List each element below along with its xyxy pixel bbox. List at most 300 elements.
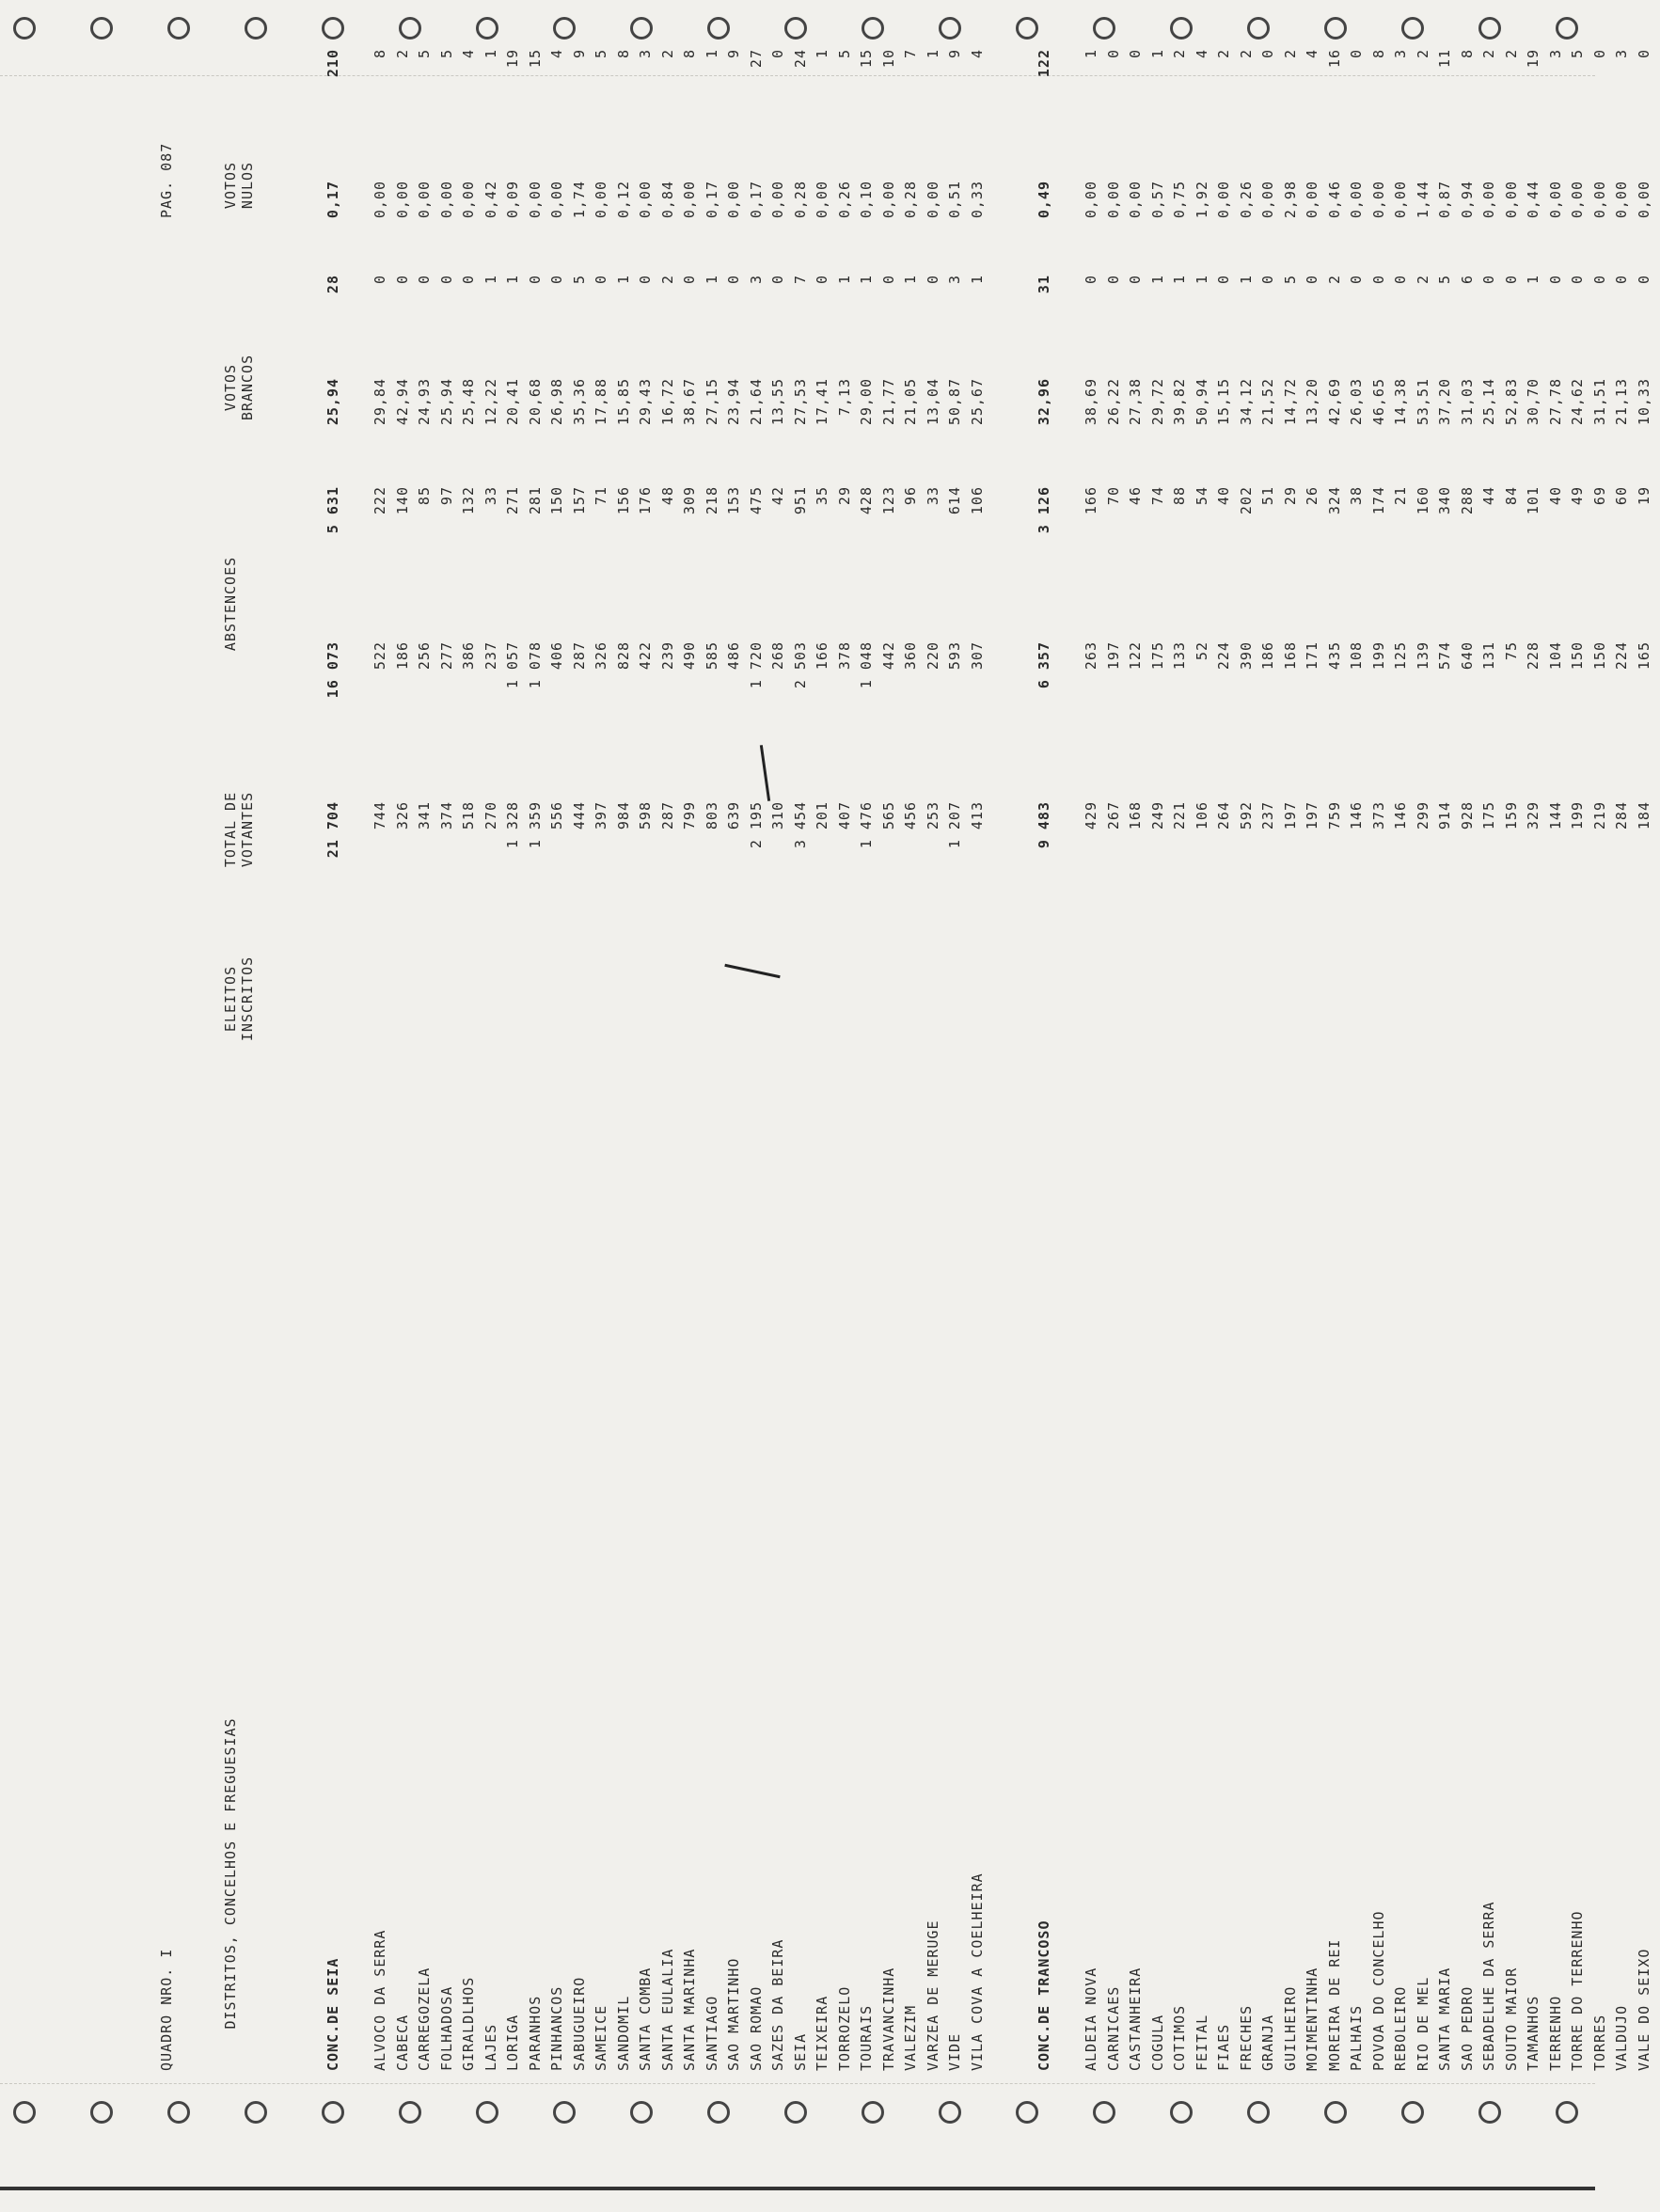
cell-value: 97 [437, 486, 455, 506]
cell-value: 0,57 [1148, 181, 1166, 219]
cell-value: 0,12 [614, 181, 632, 219]
cell-value: 310 [769, 801, 786, 830]
cell-value: 8 [372, 49, 388, 59]
cell-value: 267 [1104, 801, 1122, 830]
cell-value: 1 [482, 49, 499, 59]
cell-value [548, 0, 565, 35]
table-row [1613, 2, 1637, 2071]
cell-value: 9 483 [1036, 801, 1052, 849]
cell-value [769, 0, 786, 35]
cell-value: 0,00 [769, 181, 786, 219]
cell-value: 222 [372, 486, 388, 515]
cell-value: 1 [1148, 49, 1166, 59]
cell-value: 0 [372, 275, 388, 285]
table-row [1480, 2, 1505, 2071]
freguesia-name: VALDUJO [1613, 2004, 1630, 2071]
cell-value: 0,00 [1480, 181, 1497, 219]
cell-value: 74 [1148, 486, 1166, 506]
cell-value [748, 0, 765, 35]
cell-value: 1 [504, 275, 521, 285]
table-row [681, 2, 705, 2071]
freguesia-name: SAO MARTINHO [725, 1957, 742, 2071]
freguesia-name: TERRENHO [1546, 1995, 1564, 2071]
cell-value: 15,15 [1215, 378, 1232, 426]
cell-value [504, 0, 521, 35]
cell-value: 406 [548, 641, 565, 671]
cell-value [1326, 0, 1343, 35]
col-header-distritos: DISTRITOS, CONCELHOS E FREGUESIAS [222, 1717, 239, 2030]
freguesia-name: TORROZELO [835, 1985, 853, 2071]
cell-value: 0 [1259, 49, 1276, 59]
cell-value: 25,94 [324, 378, 341, 426]
cell-value [858, 0, 875, 35]
cell-value: 24,93 [416, 378, 433, 426]
cell-value: 0 [681, 275, 698, 285]
cell-value: 1 [1083, 49, 1099, 59]
cell-value: 26,22 [1104, 378, 1122, 426]
cell-value: 25,48 [460, 378, 477, 426]
cell-value: 1 [482, 275, 499, 285]
cell-value: 640 [1458, 641, 1476, 671]
cell-value [902, 0, 919, 35]
cell-value: 0 [548, 275, 565, 285]
cell-value: 0,00 [681, 181, 698, 219]
cell-value: 29,84 [372, 378, 388, 426]
cell-value: 0,17 [747, 181, 765, 219]
cell-value: 15,85 [614, 378, 632, 426]
cell-value: 0,00 [1259, 181, 1276, 219]
table-row [1547, 2, 1572, 2071]
cell-value: 0,00 [1369, 181, 1387, 219]
cell-value [814, 0, 830, 35]
cell-value: 287 [570, 641, 588, 671]
cell-value: 0 [1083, 275, 1099, 285]
freguesia-name: CARNICAES [1104, 1985, 1122, 2071]
cell-value: 0 [437, 275, 455, 285]
cell-value: 556 [548, 801, 565, 830]
freguesia-name: COTIMOS [1171, 2004, 1188, 2071]
cell-value: 125 [1392, 641, 1409, 671]
cell-value: 31 [1036, 275, 1052, 294]
table-row [1282, 2, 1306, 2071]
freguesia-name: PALHAIS [1348, 2004, 1365, 2071]
cell-value: 70 [1104, 486, 1122, 506]
cell-value: 40 [1546, 486, 1564, 506]
freguesia-name: COGULA [1148, 2014, 1166, 2071]
table-row [1348, 2, 1372, 2071]
cell-value: 46,65 [1369, 378, 1387, 426]
freguesia-name: VARZEA DE MERUGE [924, 1920, 941, 2071]
cell-value: 5 [570, 275, 588, 285]
cell-value: 0,00 [1348, 181, 1365, 219]
cell-value: 27,15 [703, 378, 720, 426]
cell-value: 2,98 [1281, 181, 1299, 219]
cell-value: 2 [1215, 49, 1232, 59]
cell-value: 324 [1325, 486, 1343, 515]
cell-value: 1 [968, 275, 986, 285]
cell-value: 160 [1414, 486, 1431, 515]
cell-value: 0,00 [1304, 181, 1320, 219]
freguesia-name: SEBADELHE DA SERRA [1480, 1901, 1497, 2071]
cell-value [1591, 0, 1608, 35]
cell-value: 270 [482, 801, 499, 830]
cell-value: 0,00 [879, 181, 897, 219]
cell-value: 237 [1259, 801, 1276, 830]
table-row [438, 2, 463, 2071]
cell-value: 253 [924, 801, 941, 830]
cell-value: 23,94 [725, 378, 742, 426]
cell-value [1194, 0, 1210, 35]
cell-value: 1 [924, 49, 941, 59]
cell-value [1238, 0, 1255, 35]
cell-value: 1 [1148, 275, 1166, 285]
cell-value: 0 [1304, 275, 1320, 285]
freguesia-name: ALVOCO DA SERRA [372, 1929, 388, 2071]
cell-value: 8 [1458, 49, 1476, 59]
cell-value: 407 [835, 801, 853, 830]
cell-value: 914 [1436, 801, 1453, 830]
freguesia-name: SEIA [791, 2032, 809, 2071]
cell-value [659, 0, 676, 35]
cell-value: 25,94 [437, 378, 455, 426]
freguesia-name: SABUGUEIRO [570, 1976, 588, 2071]
table-row [1304, 2, 1328, 2071]
cell-value: 13,04 [924, 378, 941, 426]
cell-value: 0,17 [324, 181, 341, 219]
cell-value: 0 [526, 275, 544, 285]
table-row [659, 2, 684, 2071]
cell-value: 0,28 [791, 181, 809, 219]
cell-value: 271 [504, 486, 521, 515]
cell-value: 175 [1480, 801, 1497, 830]
cell-value: 5 [416, 49, 433, 59]
cell-value: 6 [1458, 275, 1476, 285]
cell-value: 288 [1458, 486, 1476, 515]
cell-value: 20,68 [526, 378, 544, 426]
cell-value: 0 [1348, 275, 1365, 285]
freguesia-name: FEITAL [1193, 2014, 1210, 2071]
cell-value: 27,78 [1546, 378, 1564, 426]
cell-value: 2 195 [747, 801, 765, 849]
cell-value: 0 [1590, 275, 1608, 285]
table-row [792, 2, 816, 2071]
cell-value: 0,42 [482, 181, 499, 219]
col-header-eleitos: ELEITOS INSCRITOS [222, 956, 256, 1042]
table-row [1083, 2, 1107, 2071]
cell-value: 197 [1104, 641, 1122, 671]
cell-value: 42,69 [1325, 378, 1343, 426]
cell-value: 0,17 [703, 181, 720, 219]
cell-value [946, 0, 963, 35]
table-row [637, 2, 661, 2071]
cell-value: 0 [1635, 49, 1652, 59]
table-row [548, 2, 573, 2071]
cell-value: 35 [814, 486, 830, 506]
cell-value: 0 [1369, 275, 1387, 285]
cell-value: 14,72 [1281, 378, 1299, 426]
table-row [1569, 2, 1593, 2071]
cell-value: 340 [1436, 486, 1453, 515]
col-header-votos-brancos: VOTOS BRANCOS [222, 354, 256, 421]
table-row [925, 2, 949, 2071]
cell-value: 10 [879, 49, 897, 69]
cell-value: 3 [637, 49, 654, 59]
cell-value: 0,00 [526, 181, 544, 219]
cell-value: 4 [1304, 49, 1320, 59]
cell-value: 106 [968, 486, 986, 515]
cell-value: 4 [968, 49, 986, 59]
cell-value: 27,38 [1127, 378, 1144, 426]
table-row [593, 2, 617, 2071]
cell-value: 299 [1414, 801, 1431, 830]
cell-value [1171, 0, 1188, 35]
cell-value: 0,00 [1083, 181, 1099, 219]
cell-value: 1 [703, 49, 720, 59]
cell-value: 0,00 [372, 181, 388, 219]
cell-value: 0,00 [593, 181, 609, 219]
cell-value: 522 [372, 641, 388, 671]
freguesia-name: LAJES [482, 2023, 499, 2071]
cell-value: 614 [946, 486, 963, 515]
freguesia-name: FIAES [1215, 2023, 1232, 2071]
cell-value: 0,28 [902, 181, 919, 219]
cell-value: 39,82 [1171, 378, 1188, 426]
freguesia-name: REBOLEIRO [1392, 1985, 1409, 2071]
cell-value: 374 [437, 801, 455, 830]
table-row [482, 2, 507, 2071]
cell-value: 0 [1569, 275, 1586, 285]
cell-value: 2 [1502, 49, 1520, 59]
cell-value: 0,46 [1325, 181, 1343, 219]
cell-value: 1 [1237, 275, 1255, 285]
cell-value: 3 454 [791, 801, 809, 849]
cell-value: 429 [1083, 801, 1099, 830]
cell-value: 1 476 [858, 801, 875, 849]
cell-value: 9 [725, 49, 742, 59]
table-row [1259, 2, 1284, 2071]
cell-value: 7 [902, 49, 919, 59]
freguesia-name: RIO DE MEL [1414, 1976, 1431, 2071]
cell-value: 0,00 [1635, 181, 1652, 219]
cell-value: 360 [902, 641, 919, 671]
freguesia-name: TRAVANCINHA [879, 1967, 897, 2071]
cell-value: 3 [1546, 49, 1564, 59]
cell-value: 197 [1304, 801, 1320, 830]
freguesia-name: SANTA MARIA [1436, 1967, 1453, 2071]
table-row [1392, 2, 1416, 2071]
cell-value: 54 [1193, 486, 1210, 506]
cell-value: 444 [570, 801, 588, 830]
cell-value: 48 [658, 486, 676, 506]
cell-value [1282, 0, 1299, 35]
cell-value: 29 [835, 486, 853, 506]
table-row [527, 2, 551, 2071]
cell-value: 0,00 [1569, 181, 1586, 219]
cell-value: 21,13 [1613, 378, 1630, 426]
cell-value [1436, 0, 1453, 35]
cell-value: 574 [1436, 641, 1453, 671]
cell-value: 593 [946, 641, 963, 671]
page-number: PAG. 087 [158, 142, 175, 218]
freguesia-name: SANTA COMBA [637, 1967, 654, 2071]
cell-value: 0 [1635, 275, 1652, 285]
cell-value: 31,03 [1458, 378, 1476, 426]
cell-value: 84 [1502, 486, 1520, 506]
cell-value: 0,00 [814, 181, 830, 219]
cell-value: 0 [1590, 49, 1608, 59]
cell-value: 585 [703, 641, 720, 671]
cell-value: 157 [570, 486, 588, 515]
cell-value: 1 [814, 49, 830, 59]
cell-value [1215, 0, 1232, 35]
cell-value: 19 [1525, 49, 1541, 69]
freguesia-name: TOURAIS [858, 2004, 875, 2071]
cell-value: 2 [1414, 49, 1431, 59]
cell-value: 219 [1590, 801, 1608, 830]
freguesia-name: CONC.DE TRANCOSO [1036, 1920, 1052, 2071]
cell-value: 518 [460, 801, 477, 830]
table-row [769, 2, 794, 2071]
cell-value: 0 [1259, 275, 1276, 285]
cell-value: 122 [1127, 641, 1144, 671]
freguesia-name: TORRE DO TERRENHO [1569, 1910, 1586, 2071]
cell-value: 224 [1215, 641, 1232, 671]
cell-value: 1 207 [946, 801, 963, 849]
cell-value: 799 [681, 801, 698, 830]
cell-value: 329 [1525, 801, 1541, 830]
table-row [902, 2, 926, 2071]
cell-value [482, 0, 499, 35]
cell-value: 0 [1104, 49, 1122, 59]
cell-value: 26 [1304, 486, 1320, 506]
cell-value: 0 [1502, 275, 1520, 285]
cell-value: 0 [769, 49, 786, 59]
cell-value: 186 [1259, 641, 1276, 671]
freguesia-name: SAO ROMAO [747, 1985, 765, 2071]
cell-value: 176 [637, 486, 654, 515]
cell-value: 38,69 [1083, 378, 1099, 426]
cell-value: 19 [504, 49, 521, 69]
freguesia-name: TEIXEIRA [814, 1995, 830, 2071]
cell-value: 1 720 [747, 641, 765, 689]
cell-value: 759 [1325, 801, 1343, 830]
cell-value: 228 [1525, 641, 1541, 671]
cell-value: 4 [1193, 49, 1210, 59]
cell-value: 153 [725, 486, 742, 515]
cell-value: 373 [1369, 801, 1387, 830]
freguesia-name: SANTA EULALIA [658, 1948, 676, 2071]
cell-value: 0,26 [1237, 181, 1255, 219]
cell-value: 29,00 [858, 378, 875, 426]
cell-value [1036, 0, 1052, 35]
freguesia-name: FRECHES [1237, 2004, 1255, 2071]
cell-value: 239 [658, 641, 676, 671]
cell-value: 6 357 [1036, 641, 1052, 689]
cell-value [1613, 0, 1630, 35]
cell-value [1304, 0, 1320, 35]
cell-value: 326 [593, 641, 609, 671]
cell-value [372, 0, 388, 35]
cell-value: 168 [1281, 641, 1299, 671]
cell-value: 71 [593, 486, 609, 506]
cell-value [880, 0, 897, 35]
cell-value: 3 [946, 275, 963, 285]
concelho-total-row [1036, 2, 1060, 2071]
concelho-total-row [324, 2, 349, 2071]
table-row [1215, 2, 1240, 2071]
cell-value: 42 [769, 486, 786, 506]
cell-value: 828 [614, 641, 632, 671]
cell-value: 8 [1369, 49, 1387, 59]
table-row [1127, 2, 1151, 2071]
freguesia-name: PARANHOS [526, 1995, 544, 2071]
cell-value [1415, 0, 1431, 35]
cell-value: 378 [835, 641, 853, 671]
col-header-votos-nulos: VOTOS NULOS [222, 161, 256, 210]
cell-value: 639 [725, 801, 742, 830]
cell-value [1127, 0, 1144, 35]
table-row [1436, 2, 1461, 2071]
freguesia-name: SAMEICE [593, 2004, 609, 2071]
freguesia-name: CONC.DE SEIA [324, 1957, 341, 2071]
freguesia-name: GIRALDLHOS [460, 1976, 477, 2071]
cell-value: 17,88 [593, 378, 609, 426]
cell-value: 592 [1237, 801, 1255, 830]
cell-value: 0 [1104, 275, 1122, 285]
cell-value [1105, 0, 1122, 35]
cell-value: 287 [658, 801, 676, 830]
cell-value: 951 [791, 486, 809, 515]
cell-value: 984 [614, 801, 632, 830]
table-row [1525, 2, 1549, 2071]
cell-value [438, 0, 455, 35]
cell-value: 159 [1502, 801, 1520, 830]
cell-value: 1 078 [526, 641, 544, 689]
cell-value: 386 [460, 641, 477, 671]
cell-value [1259, 0, 1276, 35]
cell-value: 21,52 [1259, 378, 1276, 426]
cell-value: 150 [1590, 641, 1608, 671]
cell-value: 281 [526, 486, 544, 515]
freguesia-name: POVOA DO CONCELHO [1369, 1910, 1387, 2071]
freguesia-name: SANDOMIL [614, 1995, 632, 2071]
cell-value: 256 [416, 641, 433, 671]
cell-value: 16,72 [658, 378, 676, 426]
freguesia-name: PINHANCOS [548, 1985, 565, 2071]
cell-value: 24 [791, 49, 809, 69]
cell-value [637, 0, 654, 35]
cell-value: 0,00 [1127, 181, 1144, 219]
cell-value: 565 [879, 801, 897, 830]
cell-value: 9 [570, 49, 588, 59]
cell-value: 12,22 [482, 378, 499, 426]
freguesia-name: SAZES DA BEIRA [769, 1938, 786, 2071]
cell-value: 0 [1127, 49, 1144, 59]
freguesia-name: FOLHADOSA [437, 1985, 455, 2071]
table-row [969, 2, 993, 2071]
cell-value: 428 [858, 486, 875, 515]
cell-value: 96 [902, 486, 919, 506]
cell-value: 140 [393, 486, 411, 515]
cell-value [1503, 0, 1520, 35]
cell-value: 26,98 [548, 378, 565, 426]
cell-value: 5 [835, 49, 853, 59]
cell-value: 210 [324, 49, 341, 78]
cell-value: 249 [1148, 801, 1166, 830]
cell-value: 0,44 [1525, 181, 1541, 219]
cell-value: 25,67 [968, 378, 986, 426]
freguesia-name: VILA COVA A COELHEIRA [968, 1872, 986, 2071]
